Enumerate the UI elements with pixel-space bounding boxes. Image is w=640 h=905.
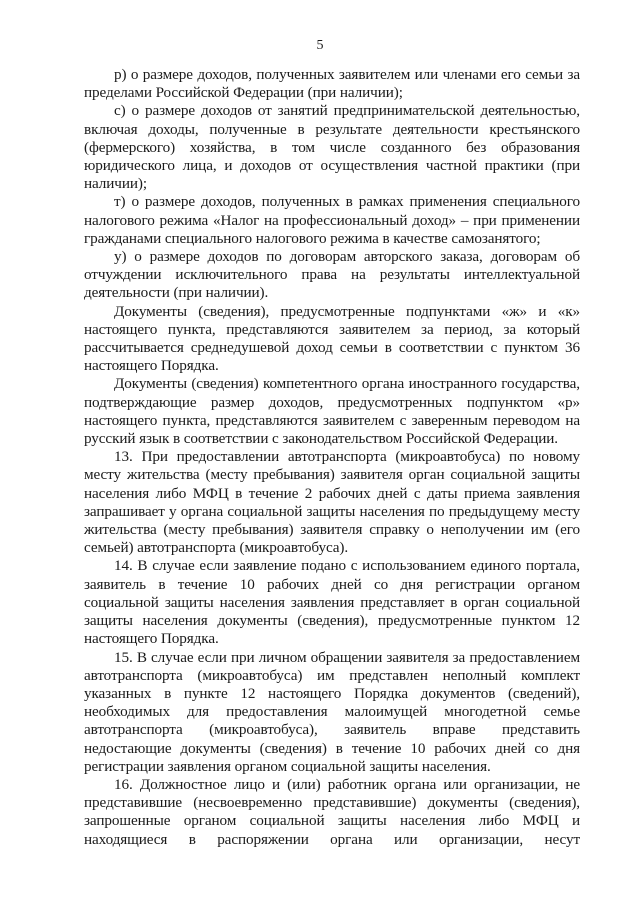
paragraph-r: р) о размере доходов, полученных заявителем или членами его семьи за пределами Российской Федерации (при наличии);	[84, 66, 580, 102]
paragraph-item-14: 14. В случае если заявление подано с использованием единого портала, заявитель в течение 10 рабочих дней со дня регистрации органом социальной защиты населения заявления представляет в орган социальной защиты населения документы (сведения), предусмотренные пунктом 12 настоящего Порядка.	[84, 557, 580, 648]
document-body	[84, 66, 580, 849]
paragraph-item-13: 13. При предоставлении автотранспорта (микроавтобуса) по новому месту жительства (месту пребывания) заявителя орган социальной защиты населения либо МФЦ в течение 2 рабочих дней с даты приема заявления запрашивает у органа социальной защиты населения по предыдущему месту жительства (месту пребывания) заявителя справку о неполучении им (его семьей) автотранспорта (микроавтобуса).	[84, 448, 580, 557]
page-number: 5	[316, 38, 324, 53]
paragraph-item-15: 15. В случае если при личном обращении заявителя за предоставлением автотранспорта (микроавтобуса) им представлен неполный комплект указанных в пункте 12 настоящего Порядка документов (сведений), необходимых для предоставления малоимущей многодетной семье автотранспорта (микроавтобуса), заявитель вправе представить недостающие документы (сведения) в течение 10 рабочих дней со дня регистрации заявления органом социальной защиты населения.	[84, 648, 580, 775]
paragraph-documents-period: Документы (сведения), предусмотренные подпунктами «ж» и «к» настоящего пункта, представляются заявителем за период, за который рассчитывается среднедушевой доход семьи в соответствии с пунктом 36 настоящего Порядка.	[84, 302, 580, 375]
paragraph-foreign-documents: Документы (сведения) компетентного органа иностранного государства, подтверждающие размер доходов, предусмотренных подпунктом «р» настоящего пункта, представляются заявителем с заверенным переводом на русский язык в соответствии с законодательством Российской Федерации.	[84, 375, 580, 448]
paragraph-t: т) о размере доходов, полученных в рамках применения специального налогового режима «Налог на профессиональный доход» – при применении гражданами специального налогового режима в качестве самозанятого;	[84, 193, 580, 247]
paragraph-s: с) о размере доходов от занятий предпринимательской деятельностью, включая доходы, полученные в результате деятельности крестьянского (фермерского) хозяйства, в том числе созданного без образования юридического лица, и доходов от осуществления частной практики (при наличии);	[84, 102, 580, 193]
paragraph-item-16: 16. Должностное лицо и (или) работник органа или организации, не представившие (несвоевременно представившие) документы (сведения), запрошенные органом социальной защиты населения либо МФЦ и находящиеся в распоряжении органа или организации, несут	[84, 775, 580, 848]
paragraph-u: у) о размере доходов по договорам авторского заказа, договорам об отчуждении исключительного права на результаты интеллектуальной деятельности (при наличии).	[84, 248, 580, 302]
